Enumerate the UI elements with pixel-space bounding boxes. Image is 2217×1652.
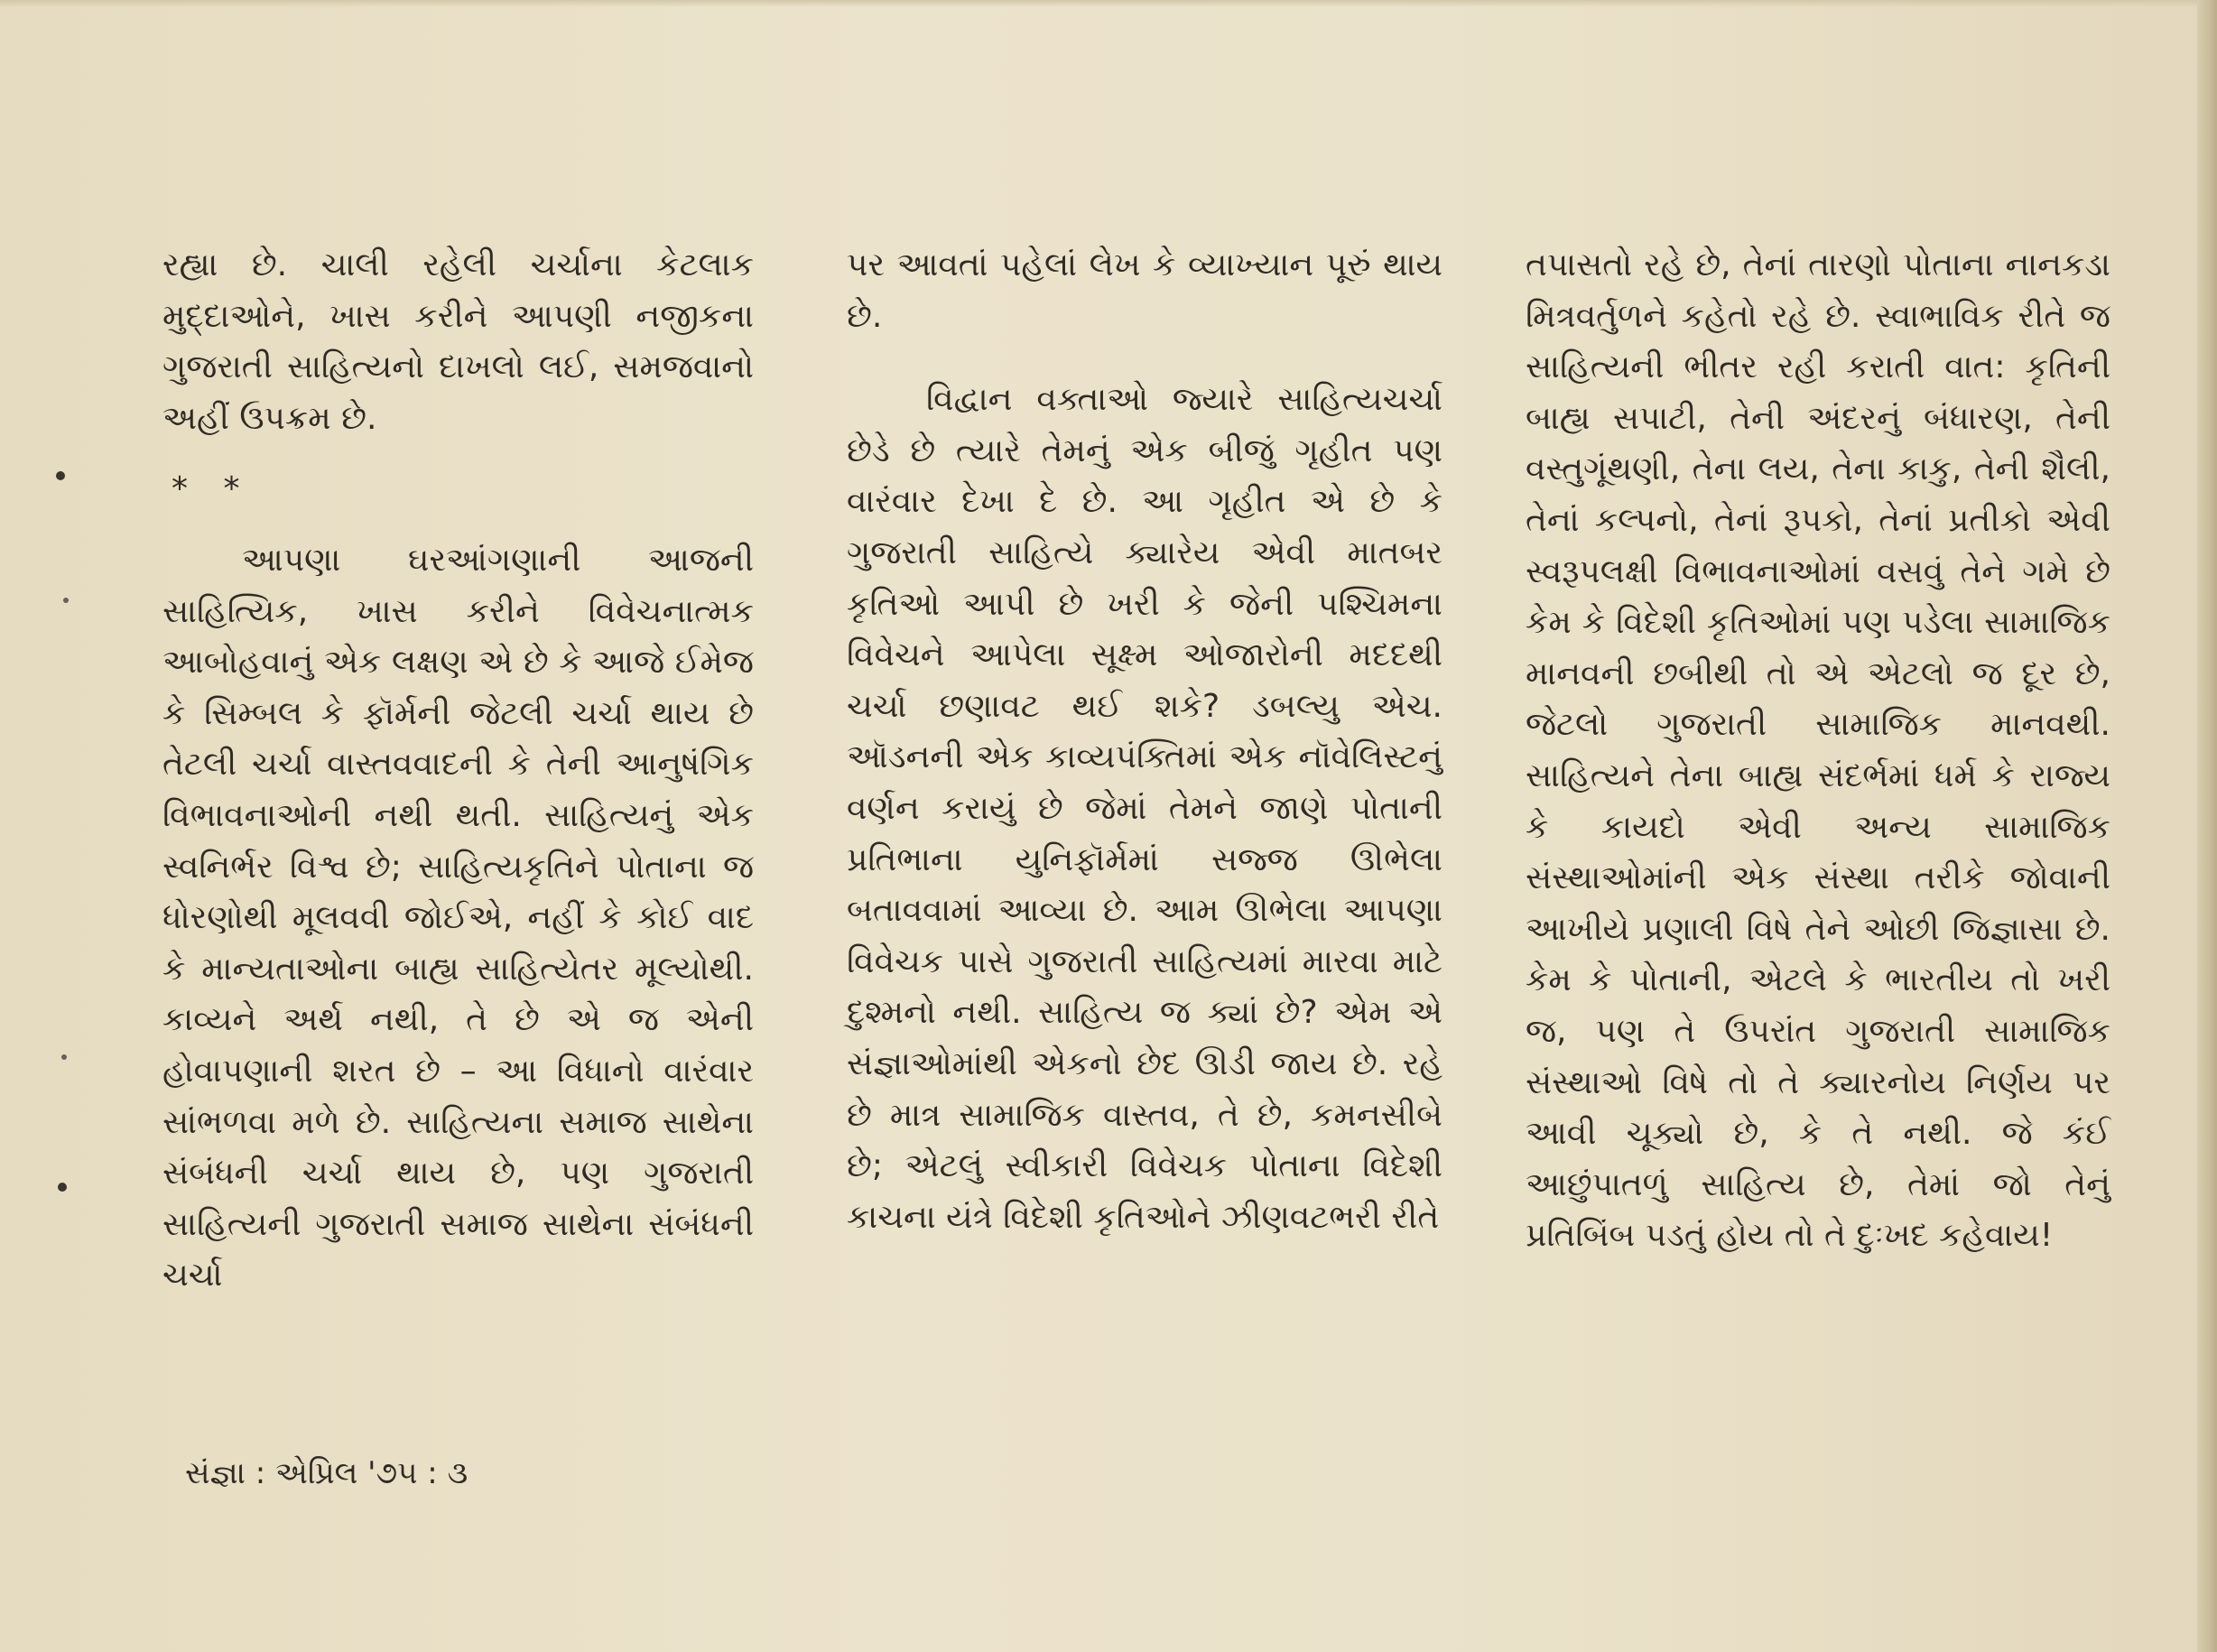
paragraph-gap <box>847 342 1442 375</box>
page-top-edge <box>0 0 2217 7</box>
page-binding-edge <box>2197 0 2217 1652</box>
margin-ink-mark <box>63 598 69 603</box>
paragraph-continuation: તપાસતો રહે છે, તેનાં તારણો પોતાના નાનકડા મિત્રવર્તુળને કહેતો રહે છે. સ્વાભાવિક રીતે જ સાહિત્યની ભીતર રહી કરાતી વાત: કૃતિની બાહ્ય સપાટી, તેની અંદરનું બંધારણ, તેની વસ્તુગૂંથણી, તેના લય, તેના કાકુ, તેની શૈલી, તેનાં કલ્પનો, તેનાં રૂપકો, તેનાં પ્રતીકો એવી સ્વરૂપલક્ષી વિભાવનાઓમાં વસવું તેને ગમે છે કેમ કે વિદેશી કૃતિઓમાં પણ પડેલા સામાજિક માનવની છબીથી તો એ એટલો જ દૂર છે, જેટલો ગુજરાતી સામાજિક માનવથી. સાહિત્યને તેના બાહ્ય સંદર્ભમાં ધર્મ કે રાજ્ય કે કાયદો એવી અન્ય સામાજિક સંસ્થાઓમાંની એક સંસ્થા તરીકે જોવાની આખીયે પ્રણાલી વિષે તેને ઓછી જિજ્ઞાસા છે. કેમ કે પોતાની, એટલે કે ભારતીય તો ખરી જ, પણ તે ઉપરાંત ગુજરાતી સામાજિક સંસ્થાઓ વિષે તો તે ક્યારનોય નિર્ણય પર આવી ચૂક્યો છે, કે તે નથી. જે કંઈ આછુંપાતળું સાહિત્ય છે, તેમાં જો તેનું પ્રતિબિંબ પડતું હોય તો તે દુઃખદ કહેવાય! <box>1526 246 2110 1255</box>
paragraph-continuation: પર આવતાં પહેલાં લેખ કે વ્યાખ્યાન પૂરું થાય છે. <box>847 246 1442 335</box>
paragraph-body: વિદ્વાન વક્તાઓ જ્યારે સાહિત્યચર્ચા છેડે છે ત્યારે તેમનું એક બીજું ગૃહીત પણ વારંવાર દેખા દે છે. આ ગૃહીત એ છે કે ગુજરાતી સાહિત્યે ક્યારેય એવી માતબર કૃતિઓ આપી છે ખરી કે જેની પશ્ચિમના વિવેચને આપેલા સૂક્ષ્મ ઓજારોની મદદથી ચર્ચા છણાવટ થઈ શકે? ડબલ્યુ એચ. ઑડનની એક કાવ્યપંક્તિમાં એક નૉવેલિસ્ટનું વર્ણન કરાયું છે જેમાં તેમને જાણે પોતાની પ્રતિભાના યુનિફૉર્મમાં સજ્જ ઊભેલા બતાવવામાં આવ્યા છે. આમ ઊભેલા આપણા વિવેચક પાસે ગુજરાતી સાહિત્યમાં મારવા માટે દુશ્મનો નથી. સાહિત્ય જ ક્યાં છે? એમ એ સંજ્ઞાઓમાંથી એકનો છેદ ઊડી જાય છે. રહે છે માત્ર સામાજિક વાસ્તવ, તે છે, કમનસીબે છે; એટલું સ્વીકારી વિવેચક પોતાના વિદેશી કાચના યંત્રે વિદેશી કૃતિઓને ઝીણવટભરી રીતે <box>847 381 1442 1236</box>
section-separator: * * <box>172 470 253 508</box>
page-footer: સંજ્ઞા : એપ્રિલ '૭૫ : ૩ <box>185 1455 468 1491</box>
paragraph-body: આપણા ઘરઆંગણાની આજની સાહિત્યિક, ખાસ કરીને વિવેચનાત્મક આબોહવાનું એક લક્ષણ એ છે કે આજે ઈમેજ કે સિમ્બલ કે ફૉર્મની જેટલી ચર્ચા થાય છે તેટલી ચર્ચા વાસ્તવવાદની કે તેની આનુષંગિક વિભાવનાઓની નથી થતી. સાહિત્યનું એક સ્વનિર્ભર વિશ્વ છે; સાહિત્યકૃતિને પોતાના જ ધોરણોથી મૂલવવી જોઈએ, નહીં કે કોઈ વાદ કે માન્યતાઓના બાહ્ય સાહિત્યેતર મૂલ્યોથી. કાવ્યને અર્થ નથી, તે છે એ જ એની હોવાપણાની શરત છે – આ વિધાનો વારંવાર સાંભળવા મળે છે. સાહિત્યના સમાજ સાથેના સંબંધની ચર્ચા થાય છે, પણ ગુજરાતી સાહિત્યની ગુજરાતી સમાજ સાથેના સંબંધની ચર્ચા <box>162 541 754 1295</box>
margin-ink-mark <box>61 1054 67 1060</box>
margin-ink-mark <box>58 1183 67 1192</box>
text-column-right <box>1526 240 2110 1262</box>
text-column-middle <box>847 240 1442 1243</box>
text-column-left <box>162 240 754 1302</box>
paragraph-intro: રહ્યા છે. ચાલી રહેલી ચર્ચાના કેટલાક મુદ્દાઓને, ખાસ કરીને આપણી નજીકના ગુજરાતી સાહિત્યનો દાખલો લઈ, સમજવાનો અહીં ઉપક્રમ છે. <box>162 246 754 437</box>
margin-ink-mark <box>56 471 65 480</box>
